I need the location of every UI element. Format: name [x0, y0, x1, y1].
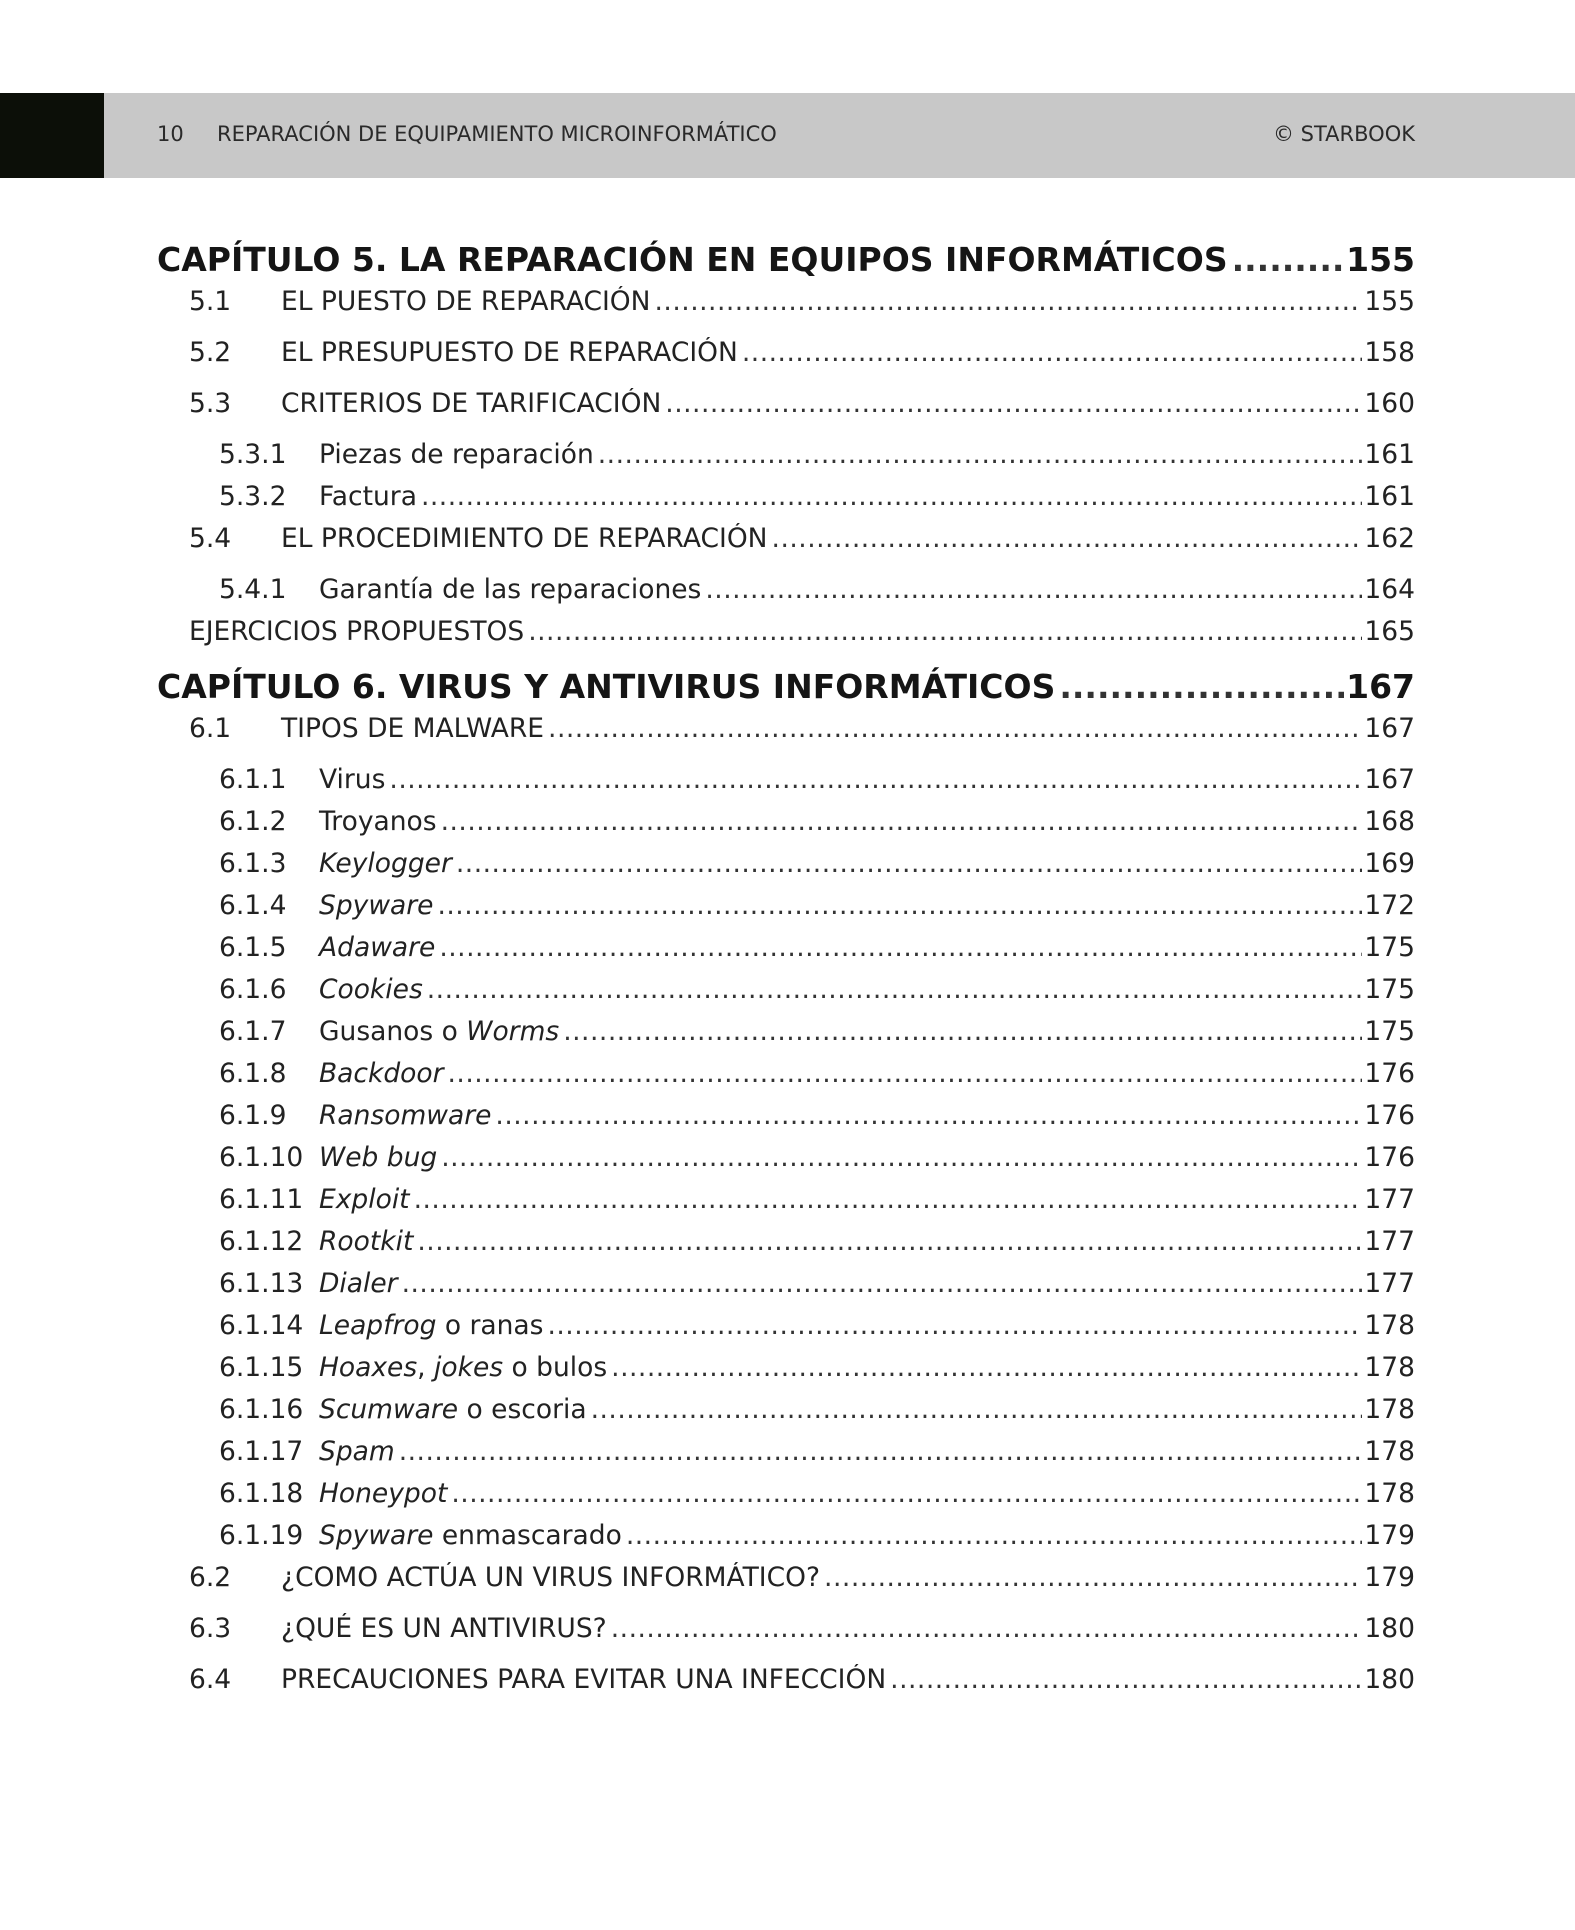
toc-entry-number: 6.1.12 — [219, 1226, 304, 1257]
toc-entry-number: 5.3.1 — [219, 439, 287, 470]
toc-entry-page: 176 — [1364, 1100, 1415, 1131]
dot-leader — [611, 1613, 1363, 1644]
toc-entry-section — [157, 1613, 1415, 1664]
toc-entry-section — [157, 713, 1415, 764]
toc-entry-page: 167 — [1364, 713, 1415, 744]
toc-entry-subsection — [157, 1226, 1415, 1268]
dot-leader — [439, 932, 1362, 963]
toc-entry-number: 6.1.15 — [219, 1352, 304, 1383]
toc-entry-subsection — [157, 1184, 1415, 1226]
toc-entry-title-part: Scumware — [319, 1394, 459, 1425]
dot-leader — [528, 616, 1362, 647]
toc-entry-title — [319, 1394, 587, 1425]
toc-entry-subsection — [157, 1058, 1415, 1100]
dot-leader — [414, 1184, 1363, 1215]
dot-leader — [705, 574, 1362, 605]
toc-entry-number: 6.1.6 — [219, 974, 287, 1005]
toc-entry-title: CAPÍTULO 6. VIRUS Y ANTIVIRUS INFORMÁTICOS — [157, 667, 1056, 706]
toc-entry-title — [319, 1310, 543, 1341]
toc-entry-number: 6.1.16 — [219, 1394, 304, 1425]
toc-entry-page: 155 — [1364, 286, 1415, 317]
toc-entry-number: 6.3 — [189, 1613, 232, 1644]
toc-entry-page: 175 — [1364, 932, 1415, 963]
toc-entry-number: 6.1.14 — [219, 1310, 304, 1341]
toc-entry-page: 177 — [1364, 1184, 1415, 1215]
toc-entry-page: 176 — [1364, 1142, 1415, 1173]
toc-entry-number: 6.1.13 — [219, 1268, 304, 1299]
toc-entry-page: 158 — [1364, 337, 1415, 368]
toc-entry-subsection — [157, 764, 1415, 806]
dot-leader — [402, 1268, 1363, 1299]
toc-entry-number: 5.1 — [189, 286, 232, 317]
dot-leader — [1232, 240, 1345, 279]
dot-leader — [451, 1478, 1362, 1509]
toc-entry-number: 6.1.10 — [219, 1142, 304, 1173]
toc-entry-page: 167 — [1346, 667, 1415, 706]
toc-entry-section — [157, 1562, 1415, 1613]
toc-entry-page: 178 — [1364, 1310, 1415, 1341]
dot-leader — [547, 1310, 1362, 1341]
toc-entry-title: EL PROCEDIMIENTO DE REPARACIÓN — [281, 523, 768, 554]
toc-entry-title-part: Hoaxes — [319, 1352, 418, 1383]
toc-entry-title: Spyware — [319, 890, 434, 921]
dot-leader — [456, 848, 1363, 879]
toc-entry-title: Web bug — [319, 1142, 438, 1173]
toc-entry-subsection — [157, 574, 1415, 616]
toc-entry-page: 164 — [1364, 574, 1415, 605]
toc-entry-title: EL PUESTO DE REPARACIÓN — [281, 286, 651, 317]
toc-entry-page: 178 — [1364, 1436, 1415, 1467]
toc-entry-number: 6.1.9 — [219, 1100, 287, 1131]
toc-entry-title: Piezas de reparación — [319, 439, 594, 470]
toc-entry-page: 161 — [1364, 481, 1415, 512]
toc-entry-subsection — [157, 1268, 1415, 1310]
toc-entry-number: 6.2 — [189, 1562, 232, 1593]
dot-leader — [890, 1664, 1362, 1695]
toc-entry-title: Cookies — [319, 974, 423, 1005]
toc-entry-title: Garantía de las reparaciones — [319, 574, 702, 605]
table-of-contents — [157, 240, 1415, 1715]
dot-leader — [655, 286, 1363, 317]
dot-leader — [563, 1016, 1362, 1047]
toc-entry-number: 6.1.11 — [219, 1184, 304, 1215]
toc-entry-number: 6.1.3 — [219, 848, 287, 879]
toc-entry-title: ¿QUÉ ES UN ANTIVIRUS? — [281, 1613, 607, 1644]
toc-entry-number: 5.4.1 — [219, 574, 287, 605]
toc-entry-subsection — [157, 1352, 1415, 1394]
toc-entry-subsection — [157, 1100, 1415, 1142]
toc-entry-subsection — [157, 1016, 1415, 1058]
dot-leader — [665, 388, 1362, 419]
toc-entry-subsection — [157, 848, 1415, 890]
toc-entry-title — [319, 1016, 559, 1047]
toc-entry-title: Rootkit — [319, 1226, 414, 1257]
dot-leader — [742, 337, 1363, 368]
toc-entry-page: 175 — [1364, 1016, 1415, 1047]
header-black-tab — [0, 93, 104, 178]
toc-entry-page: 155 — [1346, 240, 1415, 279]
toc-entry-subsection — [157, 1436, 1415, 1478]
toc-entry-title: EJERCICIOS PROPUESTOS — [189, 616, 525, 647]
toc-entry-title-part: , — [417, 1352, 435, 1383]
toc-entry-title: Honeypot — [319, 1478, 448, 1509]
toc-entry-number: 6.1.8 — [219, 1058, 287, 1089]
book-title: REPARACIÓN DE EQUIPAMIENTO MICROINFORMÁTICO — [217, 122, 777, 146]
toc-entry-subsection — [157, 481, 1415, 523]
toc-entry-subsection — [157, 932, 1415, 974]
toc-entry-page: 169 — [1364, 848, 1415, 879]
toc-entry-number: 6.1.19 — [219, 1520, 304, 1551]
toc-entry-number: 6.1.18 — [219, 1478, 304, 1509]
dot-leader — [1059, 667, 1344, 706]
toc-entry-subsection — [157, 1142, 1415, 1184]
dot-leader — [495, 1100, 1362, 1131]
toc-entry-title-part: o ranas — [436, 1310, 544, 1341]
toc-entry-title: ¿COMO ACTÚA UN VIRUS INFORMÁTICO? — [281, 1562, 821, 1593]
toc-entry-number: 5.3 — [189, 388, 232, 419]
toc-entry-chapter — [157, 240, 1415, 286]
toc-entry-title: Adaware — [319, 932, 436, 963]
page-number: 10 — [157, 122, 184, 146]
toc-entry-title: Troyanos — [319, 806, 437, 837]
toc-entry-subsection — [157, 806, 1415, 848]
toc-entry-section — [157, 523, 1415, 574]
toc-entry-title: CAPÍTULO 5. LA REPARACIÓN EN EQUIPOS INFORMÁTICOS — [157, 240, 1228, 279]
toc-entry-page: 179 — [1364, 1562, 1415, 1593]
toc-entry-page: 162 — [1364, 523, 1415, 554]
toc-entry-plain — [157, 616, 1415, 667]
dot-leader — [399, 1436, 1363, 1467]
toc-entry-number: 5.2 — [189, 337, 232, 368]
toc-entry-title-part: o bulos — [503, 1352, 608, 1383]
toc-entry-title: Ransomware — [319, 1100, 492, 1131]
toc-entry-title — [319, 1520, 622, 1551]
toc-entry-subsection — [157, 1310, 1415, 1352]
toc-entry-page: 160 — [1364, 388, 1415, 419]
toc-entry-title: Virus — [319, 764, 386, 795]
toc-entry-title-part: o escoria — [458, 1394, 587, 1425]
toc-entry-number: 5.4 — [189, 523, 232, 554]
toc-entry-title: Factura — [319, 481, 417, 512]
dot-leader — [441, 1142, 1362, 1173]
toc-entry-section — [157, 286, 1415, 337]
toc-entry-title-part: enmascarado — [433, 1520, 622, 1551]
toc-entry-page: 176 — [1364, 1058, 1415, 1089]
toc-entry-number: 5.3.2 — [219, 481, 287, 512]
toc-entry-page: 172 — [1364, 890, 1415, 921]
toc-entry-page: 180 — [1364, 1664, 1415, 1695]
toc-entry-page: 180 — [1364, 1613, 1415, 1644]
toc-entry-number: 6.1.17 — [219, 1436, 304, 1467]
dot-leader — [447, 1058, 1362, 1089]
toc-entry-page: 177 — [1364, 1226, 1415, 1257]
toc-entry-section — [157, 337, 1415, 388]
toc-entry-subsection — [157, 439, 1415, 481]
dot-leader — [591, 1394, 1363, 1425]
toc-entry-page: 178 — [1364, 1478, 1415, 1509]
toc-entry-page: 179 — [1364, 1520, 1415, 1551]
toc-entry-title-part: Gusanos o — [319, 1016, 467, 1047]
toc-entry-page: 177 — [1364, 1268, 1415, 1299]
toc-entry-chapter — [157, 667, 1415, 713]
toc-entry-subsection — [157, 890, 1415, 932]
toc-entry-title: Spam — [319, 1436, 395, 1467]
toc-entry-title-part: jokes — [434, 1352, 504, 1383]
toc-entry-title: Dialer — [319, 1268, 398, 1299]
toc-entry-title-part: Spyware — [319, 1520, 434, 1551]
toc-entry-title: Exploit — [319, 1184, 410, 1215]
toc-entry-title — [319, 1352, 607, 1383]
dot-leader — [598, 439, 1363, 470]
dot-leader — [389, 764, 1362, 795]
dot-leader — [437, 890, 1362, 921]
toc-entry-section — [157, 388, 1415, 439]
toc-entry-page: 167 — [1364, 764, 1415, 795]
toc-entry-title: EL PRESUPUESTO DE REPARACIÓN — [281, 337, 738, 368]
toc-entry-subsection — [157, 974, 1415, 1016]
toc-entry-page: 161 — [1364, 439, 1415, 470]
toc-entry-number: 6.4 — [189, 1664, 232, 1695]
dot-leader — [421, 481, 1362, 512]
toc-entry-number: 6.1 — [189, 713, 232, 744]
toc-entry-page: 165 — [1364, 616, 1415, 647]
toc-entry-page: 178 — [1364, 1394, 1415, 1425]
toc-entry-number: 6.1.1 — [219, 764, 287, 795]
toc-entry-title: CRITERIOS DE TARIFICACIÓN — [281, 388, 662, 419]
dot-leader — [772, 523, 1363, 554]
toc-entry-subsection — [157, 1394, 1415, 1436]
toc-entry-title: PRECAUCIONES PARA EVITAR UNA INFECCIÓN — [281, 1664, 887, 1695]
toc-entry-title-part: Worms — [466, 1016, 560, 1047]
publisher: © STARBOOK — [1272, 122, 1415, 146]
toc-entry-title: TIPOS DE MALWARE — [281, 713, 545, 744]
toc-entry-page: 175 — [1364, 974, 1415, 1005]
dot-leader — [441, 806, 1363, 837]
toc-entry-subsection — [157, 1478, 1415, 1520]
dot-leader — [427, 974, 1363, 1005]
dot-leader — [548, 713, 1362, 744]
toc-entry-number: 6.1.2 — [219, 806, 287, 837]
toc-entry-number: 6.1.4 — [219, 890, 287, 921]
toc-entry-title: Keylogger — [319, 848, 452, 879]
toc-entry-title: Backdoor — [319, 1058, 444, 1089]
toc-entry-page: 178 — [1364, 1352, 1415, 1383]
dot-leader — [824, 1562, 1362, 1593]
dot-leader — [626, 1520, 1363, 1551]
toc-entry-number: 6.1.7 — [219, 1016, 287, 1047]
dot-leader — [417, 1226, 1362, 1257]
toc-entry-subsection — [157, 1520, 1415, 1562]
toc-entry-number: 6.1.5 — [219, 932, 287, 963]
toc-entry-section — [157, 1664, 1415, 1715]
toc-entry-title-part: Leapfrog — [319, 1310, 437, 1341]
toc-entry-page: 168 — [1364, 806, 1415, 837]
dot-leader — [611, 1352, 1362, 1383]
